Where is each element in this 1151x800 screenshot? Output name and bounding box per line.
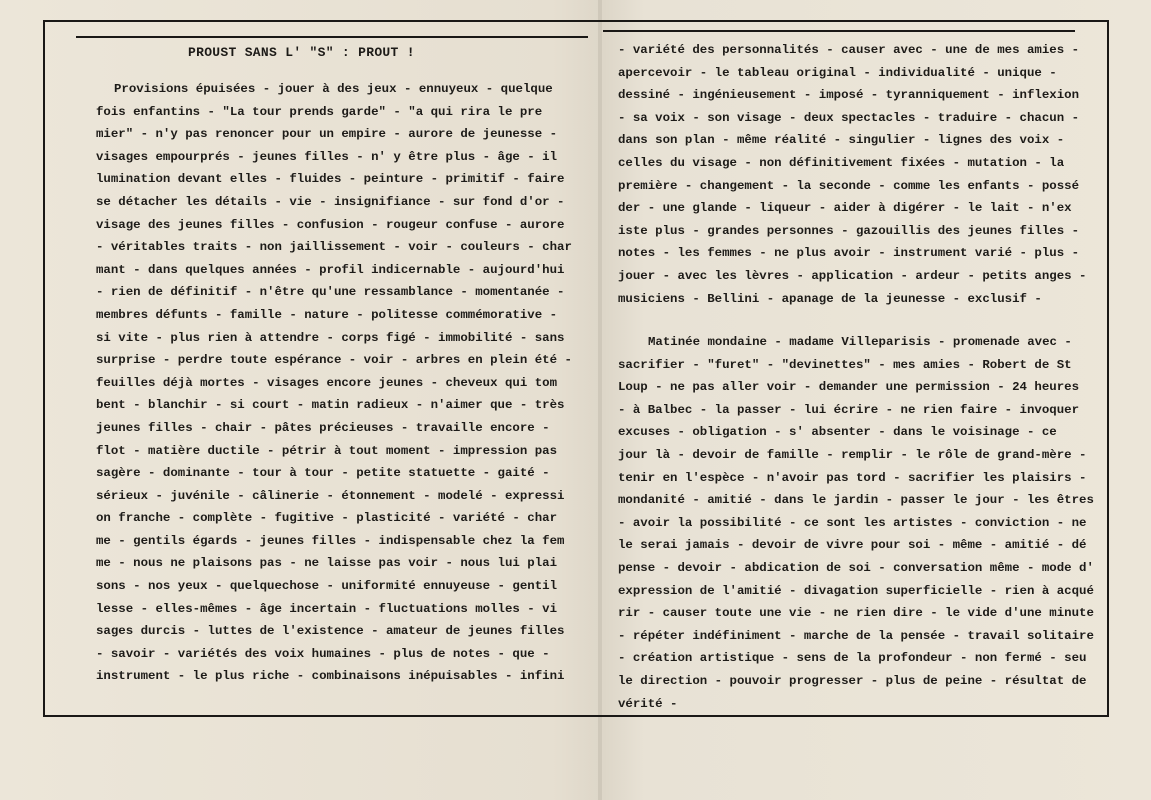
text-line: - variété des personnalités - causer avec - une de mes amies - — [618, 43, 1080, 57]
text-line: - savoir - variétés des voix humaines - plus de notes - que - — [96, 646, 550, 661]
text-line: - sa voix - son visage - deux spectacles - traduire - chacun - — [618, 110, 1080, 125]
text-line: sérieux - juvénile - câlinerie - étonnement - modelé - expressi — [96, 488, 565, 503]
text-line: der - une glande - liqueur - aider à digérer - le lait - n'ex — [618, 201, 1072, 216]
text-line: le direction - pouvoir progresser - plus de peine - résultat de — [618, 673, 1087, 688]
text-line: me - nous ne plaisons pas - ne laisse pas voir - nous lui plai — [96, 556, 558, 571]
text-line: fois enfantins - "La tour prends garde" - "a qui rira le pre — [96, 104, 543, 119]
text-line: dans son plan - même réalité - singulier - lignes des voix - — [618, 133, 1065, 148]
text-line: tenir en l'espèce - n'avoir pas tord - sacrifier les plaisirs - — [618, 470, 1087, 485]
text-line: sons - nos yeux - quelquechose - uniformité ennuyeuse - gentil — [96, 579, 558, 594]
text-line: flot - matière ductile - pétrir à tout moment - impression pas — [96, 443, 558, 458]
left-text-column — [96, 78, 576, 688]
text-line: membres défunts - famille - nature - politesse commémorative - — [96, 307, 558, 322]
text-line: jeunes filles - chair - pâtes précieuses - travaille encore - — [96, 420, 550, 435]
text-line: vérité - — [618, 696, 678, 711]
text-line: - rien de définitif - n'être qu'une ressamblance - momentanée - — [96, 285, 565, 300]
text-line: mier" - n'y pas renoncer pour un empire - aurore de jeunesse - — [96, 127, 558, 142]
text-line: - répéter indéfiniment - marche de la pensée - travail solitaire — [618, 628, 1094, 643]
text-line: le serai jamais - devoir de vivre pour soi - même - amitié - dé — [618, 538, 1087, 553]
text-line: notes - les femmes - ne plus avoir - instrument varié - plus - — [618, 246, 1080, 261]
text-line: lesse - elles-mêmes - âge incertain - fluctuations molles - vi — [96, 601, 558, 616]
text-line: mant - dans quelques années - profil indicernable - aujourd'hui — [96, 262, 565, 277]
text-line: jouer - avec les lèvres - application - ardeur - petits anges - — [618, 268, 1087, 283]
text-line: - véritables traits - non jaillissement - voir - couleurs - char — [96, 240, 572, 255]
text-line: celles du visage - non définitivement fixées - mutation - la — [618, 155, 1065, 170]
text-line: rir - causer toute une vie - ne rien dire - le vide d'une minute — [618, 606, 1094, 621]
text-line: sages durcis - luttes de l'existence - amateur de jeunes filles — [96, 624, 565, 639]
text-line: bent - blanchir - si court - matin radieux - n'aimer que - très — [96, 398, 565, 413]
text-line: - avoir la possibilité - ce sont les artistes - conviction - ne — [618, 515, 1087, 530]
text-line: instrument - le plus riche - combinaisons inépuisables - infini — [96, 669, 565, 684]
text-line: expression de l'amitié - divagation superficielle - rien à acqué — [618, 583, 1094, 598]
text-line: surprise - perdre toute espérance - voir - arbres en plein été - — [96, 353, 572, 368]
text-line: - création artistique - sens de la profondeur - non fermé - seu — [618, 651, 1087, 666]
text-line: me - gentils égards - jeunes filles - indispensable chez la fem — [96, 533, 565, 548]
text-line: on franche - complète - fugitive - plasticité - variété - char — [96, 511, 558, 526]
text-line: feuilles déjà mortes - visages encore jeunes - cheveux qui tom — [96, 375, 558, 390]
text-line: Matinée mondaine - madame Villeparisis - promenade avec - — [648, 335, 1072, 349]
text-line: Loup - ne pas aller voir - demander une permission - 24 heures — [618, 380, 1080, 395]
text-line: musiciens - Bellini - apanage de la jeunesse - exclusif - — [618, 291, 1042, 306]
text-line: si vite - plus rien à attendre - corps figé - immobilité - sans — [96, 330, 565, 345]
text-line: lumination devant elles - fluides - peinture - primitif - faire — [96, 172, 565, 187]
left-top-rule — [76, 36, 588, 38]
right-text-paragraph-2 — [618, 331, 1094, 715]
text-line: - à Balbec - la passer - lui écrire - ne rien faire - invoquer — [618, 402, 1080, 417]
text-line: apercevoir - le tableau original - individualité - unique - — [618, 65, 1057, 80]
text-line: se détacher les détails - vie - insignifiance - sur fond d'or - — [96, 194, 565, 209]
text-line: iste plus - grandes personnes - gazouillis des jeunes filles - — [618, 223, 1080, 238]
right-text-paragraph-1 — [618, 39, 1088, 310]
text-line: jour là - devoir de famille - remplir - le rôle de grand-mère - — [618, 447, 1087, 462]
text-line: sacrifier - "furet" - "devinettes" - mes amies - Robert de St — [618, 357, 1072, 372]
text-line: visages empourprés - jeunes filles - n' y être plus - âge - il — [96, 149, 558, 164]
right-top-rule — [603, 30, 1075, 32]
text-line: pense - devoir - abdication de soi - conversation même - mode d' — [618, 560, 1094, 575]
text-line: sagère - dominante - tour à tour - petite statuette - gaité - — [96, 466, 550, 481]
text-line: excuses - obligation - s' absenter - dans le voisinage - ce — [618, 425, 1057, 440]
text-line: visage des jeunes filles - confusion - rougeur confuse - aurore — [96, 217, 565, 232]
text-line: première - changement - la seconde - comme les enfants - possé — [618, 178, 1080, 193]
text-line: mondanité - amitié - dans le jardin - passer le jour - les êtres — [618, 493, 1094, 508]
text-line: Provisions épuisées - jouer à des jeux - ennuyeux - quelque — [114, 82, 553, 96]
text-line: dessiné - ingénieusement - imposé - tyranniquement - inflexion — [618, 88, 1080, 103]
page-title: PROUST SANS L' "S" : PROUT ! — [188, 45, 415, 60]
